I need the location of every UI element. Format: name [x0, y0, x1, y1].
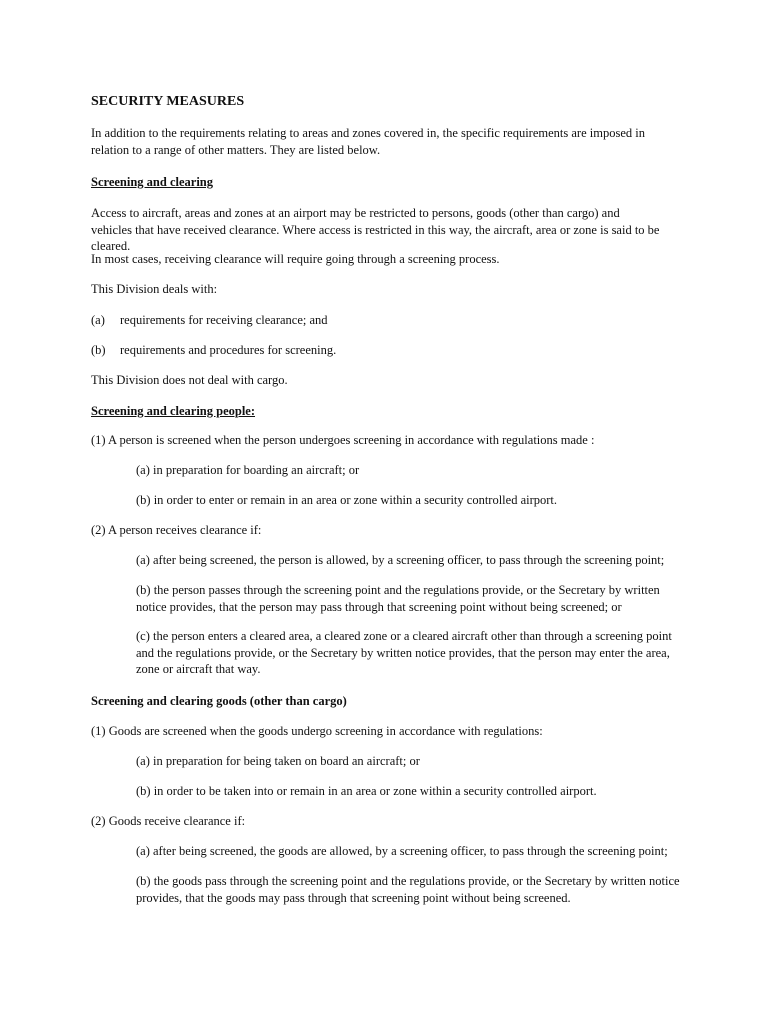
paragraph-clearance: In most cases, receiving clearance will require going through a screening process. [91, 252, 500, 266]
clause-goods-2a: (a) after being screened, the goods are allowed, by a screening officer, to pass through the screening point; [136, 844, 668, 858]
clause-people-2b: (b) the person passes through the screening point and the regulations provide, or the Secretary by written notice provides, that the person may pass through that screening point without being screened; or [136, 583, 660, 614]
paragraph-division-deals: This Division deals with: [91, 282, 218, 296]
clause-goods-1a: (a) in preparation for being taken on board an aircraft; or [136, 754, 420, 768]
list-item-text: requirements for receiving clearance; and [120, 313, 328, 327]
paragraph-access: Access to aircraft, areas and zones at an airport may be restricted to persons, goods (other than cargo) and vehicles that have received clearance. Where access is restricted in this way, the aircraft, area or zone is said to be cleared. [91, 206, 660, 253]
clause-people-1: (1) A person is screened when the person undergoes screening in accordance with regulations made : [91, 433, 595, 447]
list-item [91, 312, 328, 329]
clause-people-1a: (a) in preparation for boarding an aircraft; or [136, 463, 360, 477]
section-heading-goods: Screening and clearing goods (other than cargo) [91, 694, 347, 708]
clause-people-2a: (a) after being screened, the person is allowed, by a screening officer, to pass through the screening point; [136, 553, 665, 567]
clause-goods-1b: (b) in order to be taken into or remain in an area or zone within a security controlled airport. [136, 784, 597, 798]
clause-people-1b: (b) in order to enter or remain in an area or zone within a security controlled airport. [136, 493, 558, 507]
list-item-label: (a) [91, 313, 105, 327]
paragraph-no-cargo: This Division does not deal with cargo. [91, 373, 288, 387]
clause-people-2: (2) A person receives clearance if: [91, 523, 262, 537]
list-item [91, 342, 336, 359]
list-item-label: (b) [91, 343, 106, 357]
clause-goods-2b: (b) the goods pass through the screening point and the regulations provide, or the Secretary by written notice provides, that the goods may pass through that screening point without being screened. [136, 874, 680, 905]
section-heading-screening-clearing: Screening and clearing [91, 175, 213, 189]
intro-paragraph: In addition to the requirements relating to areas and zones covered in, the specific requirements are imposed in relation to a range of other matters. They are listed below. [91, 126, 645, 157]
clause-people-2c: (c) the person enters a cleared area, a cleared zone or a cleared aircraft other than through a screening point and the regulations provide, or the Secretary by written notice provides, that the person may enter the area, zone or aircraft that way. [136, 629, 672, 676]
page-title: SECURITY MEASURES [91, 94, 245, 109]
list-item-text: requirements and procedures for screening. [120, 343, 337, 357]
clause-goods-1: (1) Goods are screened when the goods undergo screening in accordance with regulations: [91, 724, 543, 738]
section-heading-people: Screening and clearing people: [91, 404, 256, 418]
clause-goods-2: (2) Goods receive clearance if: [91, 814, 246, 828]
